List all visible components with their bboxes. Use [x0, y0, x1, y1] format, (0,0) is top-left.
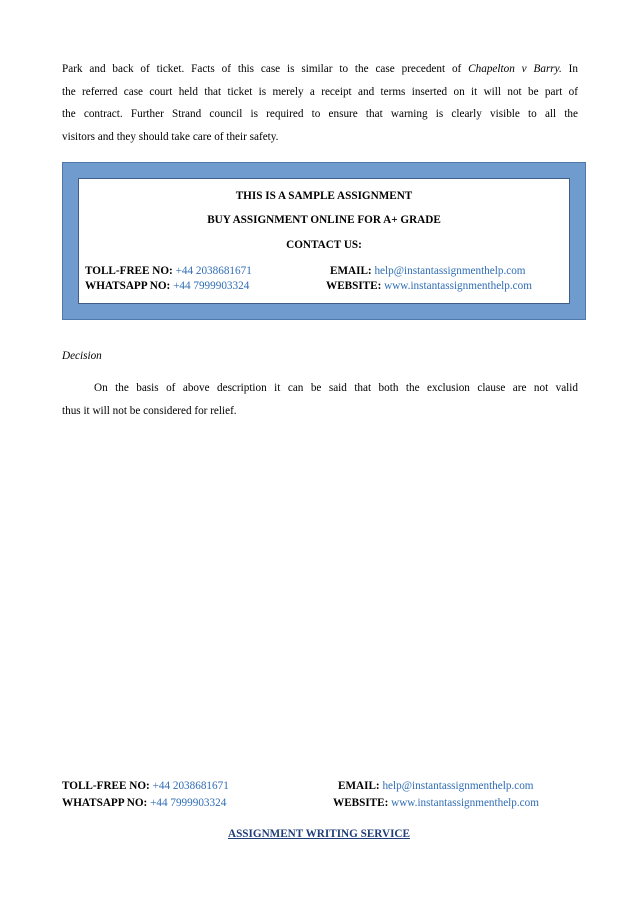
email-label: EMAIL:	[338, 780, 380, 792]
decision-heading: Decision	[62, 350, 102, 362]
whatsapp-label: WHATSAPP NO:	[85, 280, 171, 292]
email-link[interactable]: help@instantassignmenthelp.com	[374, 265, 526, 277]
banner-content-box	[78, 178, 570, 304]
tollfree-number[interactable]: +44 2038681671	[175, 265, 252, 277]
body-paragraph-2	[62, 377, 578, 422]
banner-whatsapp	[85, 280, 249, 292]
paragraph-line: On the basis of above description it can be said that both the exclusion clause are not valid	[94, 382, 578, 394]
banner-contact-heading: CONTACT US:	[286, 239, 362, 251]
banner-title: THIS IS A SAMPLE ASSIGNMENT	[235, 190, 413, 202]
footer-tollfree	[62, 780, 229, 792]
website-label: WEBSITE:	[333, 797, 389, 809]
footer-website	[333, 797, 539, 809]
paragraph-line: thus it will not be considered for relief.	[62, 404, 237, 417]
tollfree-label: TOLL-FREE NO:	[85, 265, 173, 277]
paragraph-text: In	[561, 63, 578, 75]
website-label: WEBSITE:	[326, 280, 382, 292]
email-label: EMAIL:	[330, 265, 372, 277]
tollfree-number[interactable]: +44 2038681671	[152, 780, 229, 792]
banner-tollfree	[85, 265, 252, 277]
whatsapp-number[interactable]: +44 7999903324	[173, 280, 250, 292]
tollfree-label: TOLL-FREE NO:	[62, 780, 150, 792]
body-paragraph-1	[62, 58, 578, 148]
paragraph-line: visitors and they should take care of their safety.	[62, 130, 279, 143]
paragraph-line: the contract. Further Strand council is required to ensure that warning is clearly visible to all the	[62, 108, 578, 120]
assignment-writing-service-link[interactable]: ASSIGNMENT WRITING SERVICE	[228, 828, 410, 840]
website-link[interactable]: www.instantassignmenthelp.com	[384, 280, 532, 292]
whatsapp-number[interactable]: +44 7999903324	[150, 797, 227, 809]
paragraph-text: Park and back of ticket. Facts of this case is similar to the case precedent of	[62, 63, 469, 75]
banner-website	[326, 280, 532, 292]
footer-email	[338, 780, 534, 792]
footer-whatsapp	[62, 797, 226, 809]
paragraph-line: the referred case court held that ticket is merely a receipt and terms inserted on it will not be part of	[62, 85, 578, 98]
banner-subtitle: BUY ASSIGNMENT ONLINE FOR A+ GRADE	[207, 214, 441, 226]
email-link[interactable]: help@instantassignmenthelp.com	[382, 780, 534, 792]
website-link[interactable]: www.instantassignmenthelp.com	[391, 797, 539, 809]
banner-email	[330, 265, 526, 277]
paragraph-line	[62, 58, 578, 81]
whatsapp-label: WHATSAPP NO:	[62, 797, 148, 809]
sample-assignment-banner	[62, 162, 586, 320]
case-citation: Chapelton v Barry.	[468, 63, 562, 75]
